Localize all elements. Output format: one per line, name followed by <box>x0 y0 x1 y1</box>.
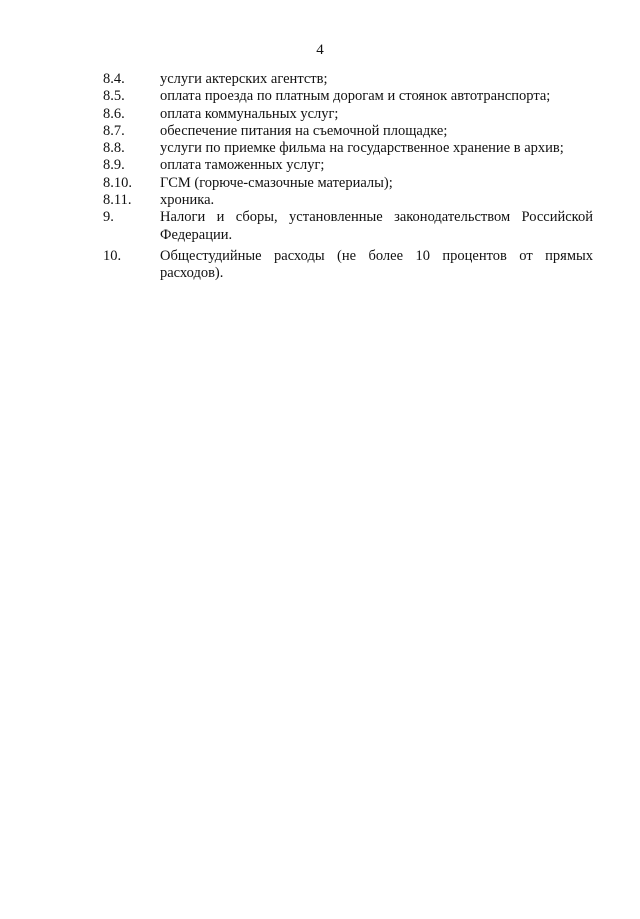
item-text: оплата таможенных услуг; <box>160 157 325 174</box>
page-number: 4 <box>316 42 324 58</box>
list-item <box>103 175 593 192</box>
item-text: оплата коммунальных услуг; <box>160 105 339 122</box>
item-text: услуги актерских агентств; <box>160 71 328 87</box>
item-text: Налоги и сборы, установленные законодательством Российской Федерации. <box>160 209 593 243</box>
item-number: 8.4. <box>103 71 125 87</box>
list-item <box>103 88 593 105</box>
list-item <box>103 157 593 174</box>
item-number: 10. <box>103 247 122 264</box>
item-number: 8.9. <box>103 157 125 174</box>
item-number: 9. <box>103 209 114 226</box>
item-number: 8.5. <box>103 88 125 105</box>
item-number: 8.6. <box>103 105 125 122</box>
item-number: 8.11. <box>103 192 132 209</box>
item-text: ГСМ (горюче-смазочные материалы); <box>160 174 393 191</box>
item-number: 8.8. <box>103 140 125 157</box>
list-item <box>103 123 593 140</box>
item-text: услуги по приемке фильма на государственное хранение в архив; <box>160 140 564 157</box>
item-number: 8.7. <box>103 122 125 139</box>
list-item <box>103 248 593 283</box>
item-text: оплата проезда по платным дорогам и стоянок автотранспорта; <box>160 88 551 105</box>
list-item <box>103 106 593 123</box>
item-text: Общестудийные расходы (не более 10 процентов от прямых расходов). <box>160 247 593 282</box>
list-item <box>103 209 593 244</box>
item-text: обеспечение питания на съемочной площадке; <box>160 122 448 139</box>
list-item <box>103 192 593 209</box>
list-item <box>103 140 593 157</box>
item-text: хроника. <box>160 192 215 209</box>
list-item <box>103 71 593 88</box>
expense-list <box>103 71 593 283</box>
item-number: 8.10. <box>103 174 132 191</box>
